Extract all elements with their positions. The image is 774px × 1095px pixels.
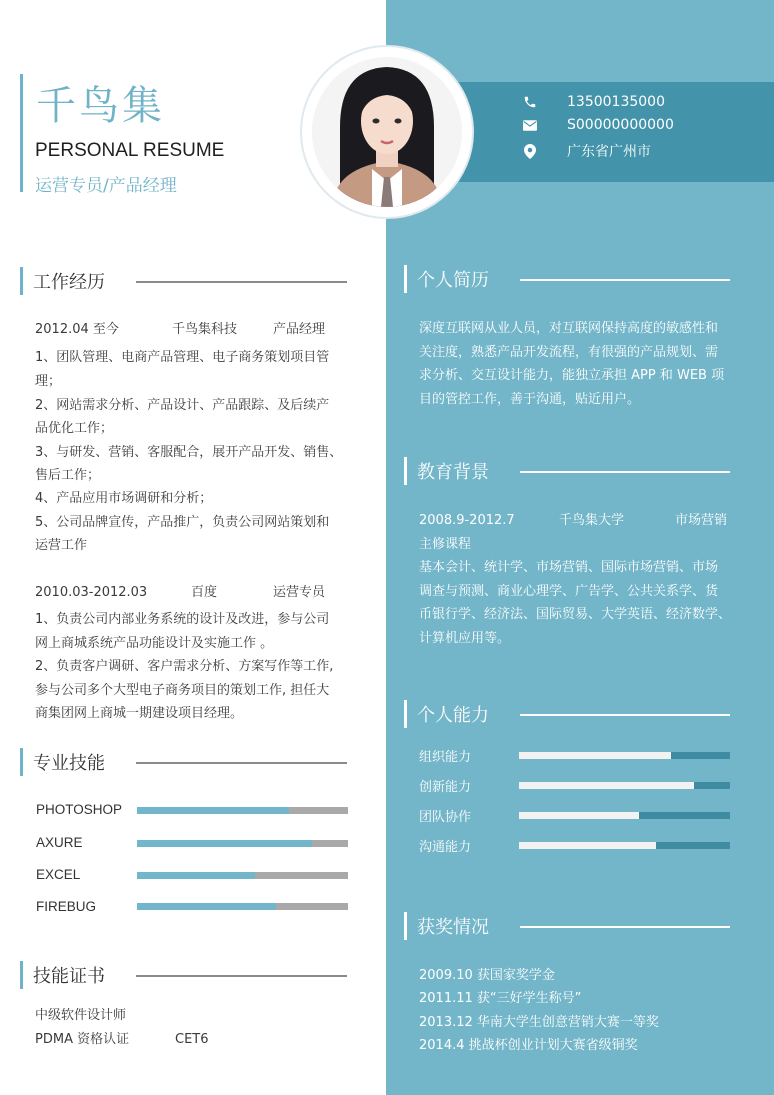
section-title: 个人能力 bbox=[417, 705, 489, 726]
section-title: 个人简历 bbox=[417, 270, 489, 291]
duty-line: 理； bbox=[35, 374, 62, 389]
course-line: 调查与预测、商业心理学、广告学、公共关系学、货 bbox=[419, 584, 719, 599]
name-accent-bar bbox=[20, 74, 23, 192]
resume-subtitle: PERSONAL RESUME bbox=[35, 140, 225, 161]
section-accent-bar bbox=[20, 267, 23, 295]
summary-line: 求分析、交互设计能力，能独立承担 APP 和 WEB 项 bbox=[419, 368, 725, 383]
skill-bar-track bbox=[137, 807, 348, 814]
job-period: 2012.04 至今 bbox=[35, 322, 119, 337]
duty-line: 3、与研发、营销、客服配合，展开产品开发、销售、 bbox=[35, 445, 343, 460]
section-title: 教育背景 bbox=[417, 462, 489, 483]
candidate-name: 千鸟集 bbox=[36, 83, 165, 129]
certificate-item: CET6 bbox=[175, 1032, 209, 1047]
location-text: 广东省广州市 bbox=[567, 144, 651, 160]
duty-line: 参与公司多个大型电子商务项目的策划工作, 担任大 bbox=[35, 683, 330, 698]
course-line: 基本会计、统计学、市场营销、国际市场营销、市场 bbox=[419, 560, 719, 575]
section-divider bbox=[520, 279, 730, 281]
section-divider bbox=[136, 975, 347, 977]
section-accent-bar bbox=[404, 457, 407, 485]
awards-heading bbox=[404, 912, 734, 940]
ability-label: 团队协作 bbox=[419, 810, 472, 825]
summary-line: 深度互联网从业人员，对互联网保持高度的敏感性和 bbox=[419, 321, 719, 336]
location-pin-icon bbox=[522, 143, 538, 159]
section-accent-bar bbox=[404, 912, 407, 940]
email-address: S00000000000 bbox=[567, 117, 674, 133]
job-period: 2010.03-2012.03 bbox=[35, 585, 148, 600]
ability-label: 沟通能力 bbox=[419, 840, 472, 855]
phone-number: 13500135000 bbox=[567, 94, 665, 110]
skill-bar-fill bbox=[137, 840, 312, 847]
ability-bar-track bbox=[519, 842, 730, 849]
job-company: 百度 bbox=[191, 585, 218, 600]
contact-phone bbox=[522, 94, 665, 110]
duty-line: 运营工作 bbox=[35, 538, 88, 553]
duty-line: 2、负责客户调研、客户需求分析、方案写作等工作, bbox=[35, 659, 334, 674]
course-line: 币银行学、经济法、国际贸易、大学英语、经济数学、 bbox=[419, 607, 732, 622]
section-title: 技能证书 bbox=[33, 966, 105, 987]
ability-bar-fill bbox=[519, 752, 671, 759]
section-divider bbox=[520, 926, 730, 928]
contact-location bbox=[522, 141, 651, 161]
profile-photo bbox=[312, 57, 462, 207]
award-item: 2009.10 获国家奖学金 bbox=[419, 968, 555, 983]
duty-line: 售后工作； bbox=[35, 468, 101, 483]
duty-line: 4、产品应用市场调研和分析； bbox=[35, 491, 213, 506]
certificate-item: 中级软件设计师 bbox=[35, 1008, 127, 1023]
certificate-item: PDMA 资格认证 bbox=[35, 1032, 130, 1047]
summary-line: 关注度，熟悉产品开发流程，有很强的产品规划、需 bbox=[419, 345, 719, 360]
ability-label: 创新能力 bbox=[419, 780, 472, 795]
section-accent-bar bbox=[404, 700, 407, 728]
section-divider bbox=[136, 762, 347, 764]
job-company: 千鸟集科技 bbox=[172, 322, 238, 337]
duty-line: 2、网站需求分析、产品设计、产品跟踪、及后续产 bbox=[35, 398, 330, 413]
duty-line: 网上商城系统产品功能设计及实施工作 。 bbox=[35, 636, 274, 651]
section-divider bbox=[520, 471, 730, 473]
work-experience-heading bbox=[20, 267, 350, 295]
ability-bar-fill bbox=[519, 842, 656, 849]
certificates-heading bbox=[20, 961, 350, 989]
ability-bar-track bbox=[519, 752, 730, 759]
job-position: 运营专员 bbox=[273, 585, 326, 600]
education-period: 2008.9-2012.7 bbox=[419, 513, 515, 528]
section-divider bbox=[136, 281, 347, 283]
section-accent-bar bbox=[20, 961, 23, 989]
section-title: 获奖情况 bbox=[417, 917, 489, 938]
summary-line: 目的管控工作，善于沟通，贴近用户。 bbox=[419, 392, 641, 407]
courses-label: 主修课程 bbox=[419, 537, 472, 552]
duty-line: 5、公司品牌宣传，产品推广，负责公司网站策划和 bbox=[35, 515, 330, 530]
education-heading bbox=[404, 457, 734, 485]
contact-email bbox=[522, 117, 674, 133]
ability-bar-track bbox=[519, 782, 730, 789]
skill-bar-fill bbox=[137, 807, 289, 814]
section-divider bbox=[520, 714, 730, 716]
skill-bar-fill bbox=[137, 872, 255, 879]
abilities-heading bbox=[404, 700, 734, 728]
skill-label: FIREBUG bbox=[36, 899, 97, 914]
skill-label: EXCEL bbox=[36, 867, 81, 882]
skill-bar-fill bbox=[137, 903, 276, 910]
section-title: 专业技能 bbox=[33, 753, 105, 774]
skill-bar-track bbox=[137, 840, 348, 847]
skill-label: PHOTOSHOP bbox=[36, 802, 123, 817]
skill-bar-track bbox=[137, 903, 348, 910]
ability-bar-fill bbox=[519, 812, 639, 819]
award-item: 2013.12 华南大学生创意营销大赛一等奖 bbox=[419, 1015, 659, 1030]
section-accent-bar bbox=[20, 748, 23, 776]
job-position: 产品经理 bbox=[273, 322, 326, 337]
ability-bar-track bbox=[519, 812, 730, 819]
phone-icon bbox=[522, 94, 538, 110]
section-title: 工作经历 bbox=[33, 272, 105, 293]
skill-label: AXURE bbox=[36, 835, 83, 850]
ability-label: 组织能力 bbox=[419, 750, 472, 765]
education-school: 千鸟集大学 bbox=[559, 513, 625, 528]
duty-line: 1、负责公司内部业务系统的设计及改进，参与公司 bbox=[35, 612, 330, 627]
target-role: 运营专员/产品经理 bbox=[35, 176, 177, 196]
skill-bar-track bbox=[137, 872, 348, 879]
ability-bar-fill bbox=[519, 782, 694, 789]
course-line: 计算机应用等。 bbox=[419, 631, 511, 646]
mail-icon bbox=[522, 117, 538, 133]
profile-heading bbox=[404, 265, 734, 293]
skills-heading bbox=[20, 748, 350, 776]
section-accent-bar bbox=[404, 265, 407, 293]
award-item: 2014.4 挑战杯创业计划大赛省级铜奖 bbox=[419, 1038, 638, 1053]
duty-line: 品优化工作； bbox=[35, 421, 114, 436]
duty-line: 1、团队管理、电商产品管理、电子商务策划项目管 bbox=[35, 350, 330, 365]
award-item: 2011.11 获“三好学生称号” bbox=[419, 991, 582, 1006]
duty-line: 商集团网上商城一期建设项目经理。 bbox=[35, 706, 244, 721]
education-major: 市场营销 bbox=[675, 513, 728, 528]
